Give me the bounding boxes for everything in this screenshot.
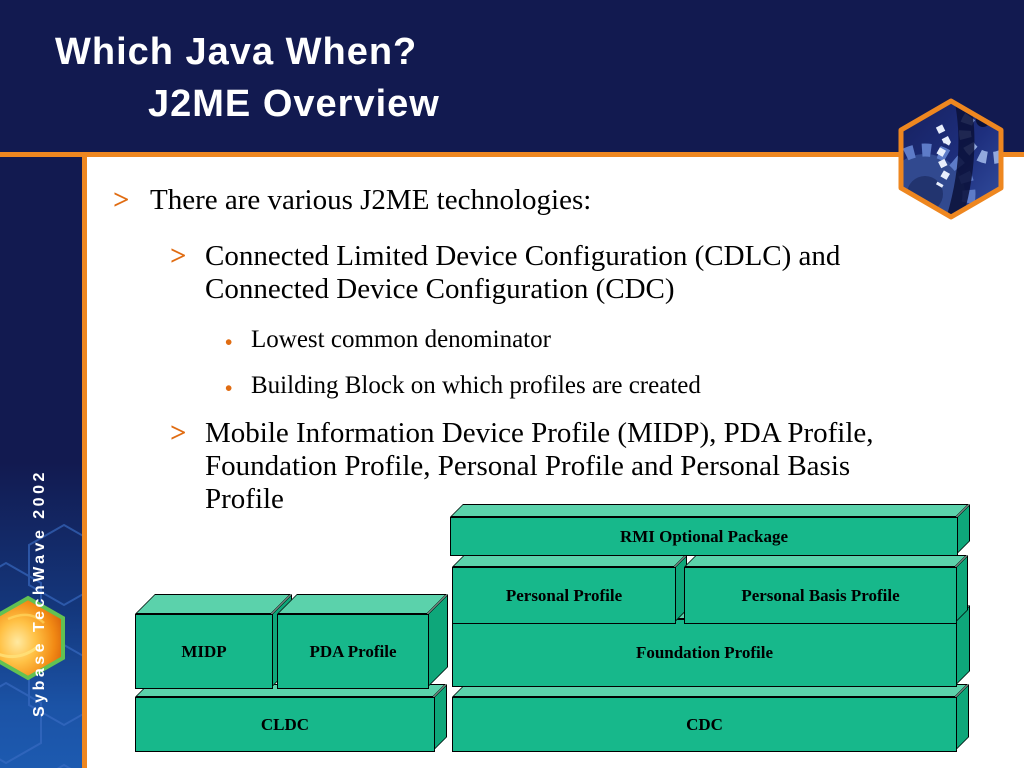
- bullet-text: Lowest common denominator: [251, 326, 551, 353]
- box-label: Personal Basis Profile: [741, 585, 900, 605]
- diagram-box-foundation-profile: [452, 619, 957, 687]
- bullet-item: [225, 371, 973, 401]
- bullet-item: [225, 325, 973, 355]
- sidebar: [0, 157, 82, 768]
- box-label: Personal Profile: [505, 585, 623, 605]
- box-label: Foundation Profile: [635, 643, 774, 662]
- box-label: RMI Optional Package: [619, 526, 789, 546]
- sidebar-vertical-text: Sybase TechWave 2002: [31, 469, 48, 717]
- box-label: CDC: [686, 714, 723, 734]
- dot-bullet-icon: •: [225, 330, 233, 354]
- box-label: CLDC: [260, 714, 310, 734]
- bullet-item: [170, 417, 930, 516]
- arrow-bullet-icon: >: [113, 184, 130, 216]
- bullet-list: [113, 184, 973, 538]
- diagram-box-midp: [135, 614, 273, 689]
- box-label: PDA Profile: [309, 641, 397, 661]
- diagram-box-cdc: [452, 697, 957, 752]
- vertical-orange-rule: [82, 157, 87, 768]
- horizontal-orange-rule: [0, 152, 1024, 157]
- diagram-box-pda-profile: [277, 614, 429, 689]
- arrow-bullet-icon: >: [170, 417, 187, 449]
- bullet-text: There are various J2ME technologies:: [150, 184, 592, 216]
- diagram-box-cldc: [135, 697, 435, 752]
- bullet-item: [170, 240, 930, 306]
- diagram-box-personal-basis-profile: [684, 567, 957, 624]
- bullet-text: Mobile Information Device Profile (MIDP), PDA Profile, Foundation Profile, Personal Profile and Personal Basis Profile: [205, 417, 874, 515]
- bullet-item: [113, 184, 973, 217]
- bullet-text: Connected Limited Device Configuration (CDLC) and Connected Device Configuration (CDC): [205, 240, 841, 305]
- slide-title-line1: Which Java When?: [55, 31, 418, 73]
- dot-bullet-icon: •: [225, 376, 233, 400]
- box-label: MIDP: [181, 641, 227, 661]
- diagram-box-personal-profile: [452, 567, 676, 624]
- bullet-text: Building Block on which profiles are created: [251, 372, 701, 399]
- slide-title-line2: J2ME Overview: [148, 83, 440, 125]
- arrow-bullet-icon: >: [170, 240, 187, 272]
- title-band: [0, 0, 1024, 152]
